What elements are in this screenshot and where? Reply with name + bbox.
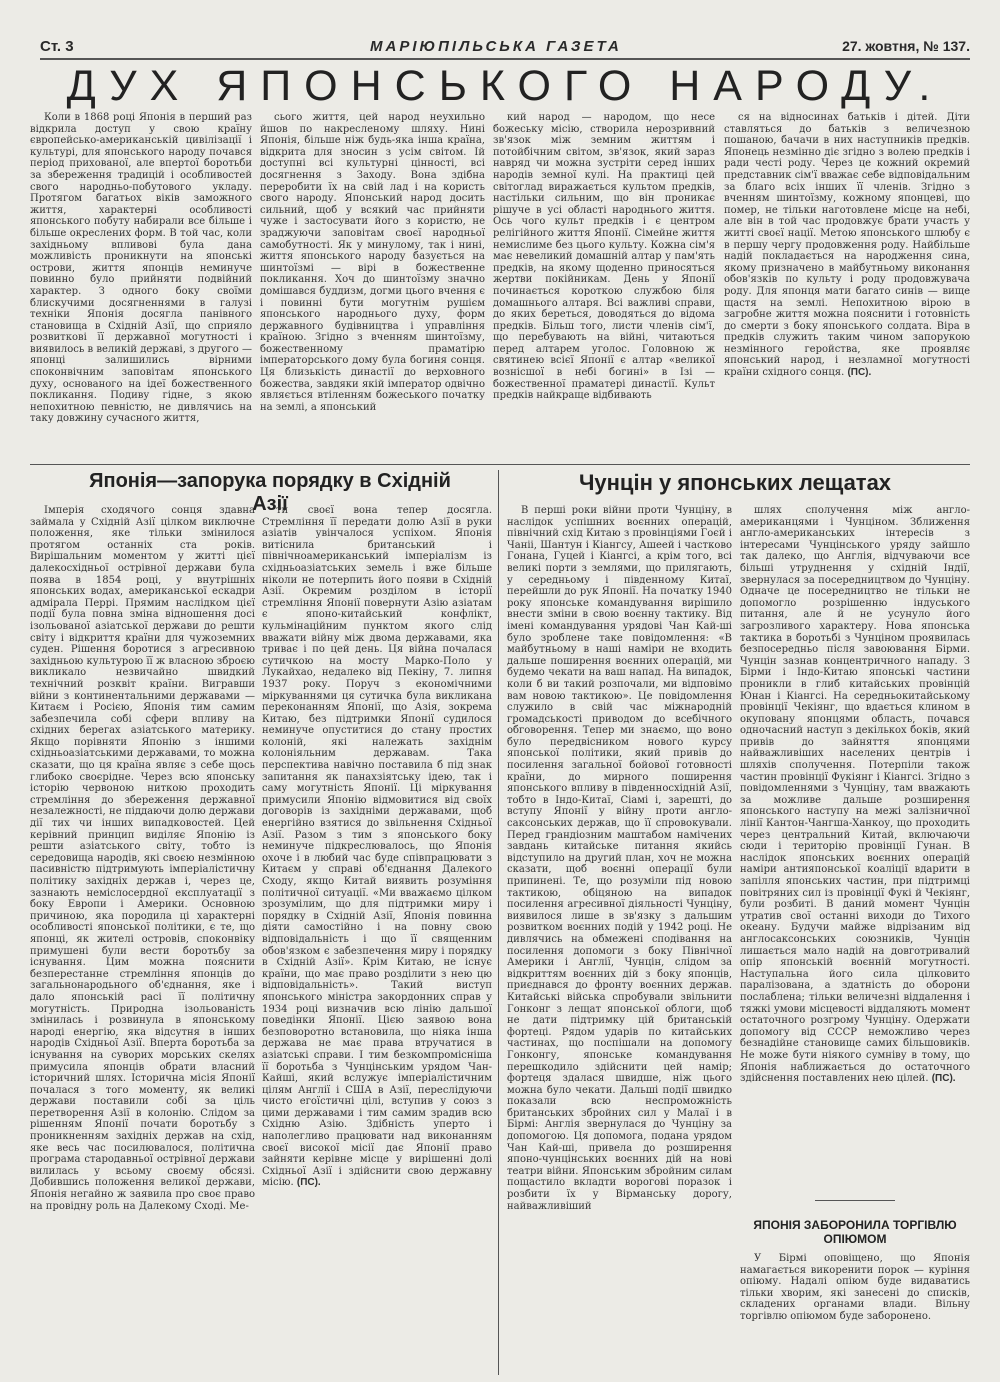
page-header	[40, 38, 970, 58]
main-headline: ДУХ ЯПОНСЬКОГО НАРОДУ.	[66, 62, 944, 110]
chungking-signature: (ПС).	[931, 1073, 956, 1085]
chungking-col2-text	[740, 505, 970, 1085]
chungking-article-col-1	[507, 505, 732, 1375]
page-number: Ст. 3	[40, 38, 74, 55]
asia-signature: (ПС).	[296, 1177, 321, 1189]
opium-note-text: У Бірмі оповіщено, що Японія намагається викоренити порок — куріння опіюму. Надалі опіюм буде видаватись тільки хворим, які занесені до списків, складених органами влади. Вільну торгівлю опіюмом буде заборонено.	[740, 1253, 970, 1322]
chungking-col2-body: шлях сполучення між англо-американцями і Чунціном. Зближення англо-американських інтересів з інтересами Чунцінського уряду зайшло так далеко, що Англія, відчуваючи все більші утруднення у східній Індії, звернулася за посередництвом до Чунціну. Одначе це посередництво не тільки не допомогло розрішенню індуського питання, але й не усунуло його загрозливого характеру. Нова японська тактика в боротьбі з Чунціном проявилась безпосередньо після завоювання Бірми. Чунцін зазнав концентричного нападу. З Бірми і Індо-Китаю японські частини проникли в глиб китайських провінцій Юнан і Кіангсі. На середньокитайському провінції Чекіянг, що вдається клином в окуповану японцями область, почався одночасний наступ з декількох боків, який привів до зайняття японцями найважливіших населених центрів і шляхів сполучення. Потерпіли також частин провінції Фукіянг і Кіангсі. Згідно з повідомленнями з Чунціну, там вважають за можливе дальше розширення японського наступу на межі залізничної лінії Кантон-Чангша-Ханкоу, що проходить через центральний Китай, включаючи сюди і територію провінції Гунан. В наслідок японських воєнних операцій наміри антияпонської коаліції вдарити в запілля японських частин, при підтримці повітряних сил із провінції Фукі й Чекіянг, були розбиті. В даний момент Чунцін утратив свої останні виходи до Тихого океану. Будучи майже відрізаним від англосаксонських союзників, Чунцін лишається мало надій на довготривалий опір японській воєнній могутності. Наступальна його сила цілковито паралізована, а здатність до оборони послаблена; тільки величезні віддалення і тяжкі умови місцевості віддаляють момент остаточного розгрому Чунціну. Одержати допомогу від СССР неможливо через безнадійне становище самих більшовиків. Не може бути ніякого сумніву в тому, що Японія наближається до остаточного здійснення поставлених нею цілей.	[740, 505, 970, 1085]
chungking-col1-text: В перші роки війни проти Чунціну, в наслідок успішних воєнних операцій, північний схід Китаю з провінціями Гоєй і Чаніі, Шантун і Кіангсу, Ашеей і частково Гонана, Гуцей і Кіангсі, а крім того, всі великі порти з землями, що прилягають, у середньому і південному Китаї, перейшли до рук Японії. На початку 1940 року японське командування вирішило внести зміни в свою воєнну тактику. Від імені командування урядові Чан Кай-ші було зроблене таке повідомлення: «В майбутньому в наші наміри не входить дальше поширення воєнних операцій, ми будемо чекати на ваш напад. На випадок, коли б ви такий розпочали, ми відповімо вам новою тактикою». Це повідомлення служило в свій час міжнародній громадськості приводом до всебічного обговорення. Тепер ми знаємо, що воно було передвісником нового курсу японської політики, який привів до посилення загальної бойової готовності країни, до мирного поширення японського впливу в південносхідній Азії, тобто в Індо-Китаї, Сіамі і, зарешті, до вступу Японії у війну проти англо-саксонських держав, що її спровокували. Перед грандіозним маштабом намічених завдань китайське питання якийсь відступило на другий план, хоч не можна сказати, щоб воєнні операції були припинені. Те, що розуміли під новою тактикою, обіцяною на випадок посилення агресивної діяльності Чунціну, виявилося лише в зв'язку з дальшим розвитком воєнних подій у 1942 році. Не дивлячись на обмежені сподівання на посилення допомоги з боку Північної Америки і Англії, Чунцін, слідом за відкриттям воєнних дій з боку японців, приєднався до фронту воєнних держав. Китайські війська спробували звільнити Гонконг з лещат японської облоги, щоб не дати підтримку цій британській фортеці. Рядом ударів по китайських частинах, що поспішали на допомогу Гонконгу, японське командування перешкодило здійснити цей намір; фортеця здалася швидше, ніж цього можна було чекати. Дальші події швидко показали всю неспроможність британських збройних сил у Малаї і в Бірмі: Англія звернулася до Чунціну за допомогою. Ця допомога, подана урядом Чан Кай-ші, привела до розширення японо-чунцінських воєнних дій на нові театри війни. Японським збройним силам пощастило вкладти ворогові поразок і розбити їх у Вірманську дорогу, найважливіший	[507, 505, 732, 1212]
newspaper-name: МАРІЮПІЛЬСЬКА ГАЗЕТА	[370, 38, 622, 55]
header-rule	[40, 58, 970, 60]
asia-col2-body: ти своєї вона тепер досягла. Стремління її передати долю Азії в руки азіатів увінчалося успіхом. Японія витіснила британський і північноамериканський імперіалізм із східньоазіатських земель і вже більше ніколи не потерпить його появи в Східній Азії. Окремим розділом в історії стремління Японії повернути Азію азіатам є японо-китайський конфлікт, кульмінаційним пунктом якого слід вважати війну між двома державами, яка триває і по цей день. Ця війна почалася сутичкою на мосту Марко-Поло у Лукайхао, недалеко від Пекіну, 7. липня 1937 року. Поруч з економічними міркуваннями ця сутичка була викликана переконанням Японії, що Азія, зокрема Китаю, без підтримки Японії судилося неминуче опуститися до стану простих колоній, які належать західнім колоніяльним державам. Така перспектива навічно поставила б під знак запитання як панахзіятську ідею, так і саму могутність Японії. Ці міркування примусили Японію відмовитися від своїх договорів із західніми державами, щоб енергійно взятися до звільнення Східньої Азії. Разом з тим з японського боку неминуче підкреслювалось, що Японія охоче і в любий час буде співпрацювати з Китаєм у справі об'єднання Далекого Сходу, якщо Китай виявить розуміння політичної ситуації. «Ми вважаємо цілком зрозумілим, що для підтримки миру і порядку в Східній Азії, Японія повинна діяти самостійно і на повну свою відповідальність і що її священним обов'язком є забезпечення миру і порядку в Східній Азії». Крім Китаю, не існує країни, що має право розділити з нею цю відповідальність». Такий виступ японського міністра закордонних справ у 1934 році визначив всю лінію дальшої поведінки Японії. Цією заявою вона безповоротно встановила, що ніяка інша держава не має права втручатися в азіатські справи. І тим безкомпромісніша її боротьба з Чунцінським урядом Чан-Кайші, який вслужує імперіалістичним цілям Англії і США в Азії, переслідуючи чисто егоїстичні цілі, вступив у союз з цими державами і тим самим зрадив всю Східню Азію. Здібність уперто і наполегливо працювати над виконанням своєї високої місії дає Японії право зайняти керівне місце у вирішенні долі Східньої Азії і здійснити свою державну місію.	[262, 505, 492, 1189]
asia-article-col-1	[30, 505, 255, 1375]
asia-article-title: Японія—запорука порядку в Східній Азії	[89, 470, 451, 515]
section-divider	[30, 464, 970, 465]
note-divider	[815, 1200, 895, 1201]
asia-article-col-2	[262, 505, 492, 1375]
main-article-col-1	[30, 112, 252, 462]
opium-note-col	[740, 1253, 970, 1373]
issue-date: 27. жовтня, № 137.	[842, 38, 970, 54]
main-article-col-3	[493, 112, 715, 462]
chungking-article-col-2	[740, 505, 970, 1190]
main-col1-text: Коли в 1868 році Японія в перший раз відкрила доступ у свою країну європейсько-американській цивілізації і культурі, для японського народу почався період прихованої, але впертої боротьби за збереження традицій і особливостей свого народньо-побутового укладу. Протягом багатьох віків заможного життя, характерні особливості японського побуту набирали все більше і більше окреслених форм. В той час, коли західньому впливові була дана можливість проникнути на японські острови, життя японців неминуче повинно було прийняти подвійний характер. З одного боку своїми блискучими досягненнями в галузі техніки Японія досягла панівного становища в Східній Азії, що сприяло розвиткові її державної могутності і виявилось в великій державі, з другого — японці залишились вірними споконвічним заповітам японського духу, основаного на ідеї божественного покликання. Подиву гідне, з якою непохитною певністю, не дивлячись на таку довжину сучасного життя,	[30, 112, 252, 425]
main-col4-body: ся на відносинах батьків і дітей. Діти ставляться до батьків з величезною пошаною, бачачи в них наступників предків. Японець незмінно діє згідно з волею предків і ради честі роду. Через це кожний окремий представник сім'ї вважає себе відповідальним за благо всіх інших її членів. Згідно з вченням шинтоїзму, кожному японцеві, що помер, не тільки наготовлене місце на небі, але він в той час продовжує брати участь у житті своєї нації. Метою японського шлюбу є в першу чергу продовження роду. Найбільше надій покладається на народження сина, якому призначено в майбутньому виконання обов'язків по культу і роду продовжувача роду. Для японця мати багато синів — вище щастя на землі. Непохитною вірою в загробне життя можна пояснити і готовність до смерти з боку японського солдата. Віра в предків служить таким чином запорукою незмінного геройства, яке проявляє японський народ, і незламної могутності країни східного сонця.	[724, 112, 970, 379]
main-article-col-4	[724, 112, 970, 462]
main-col3-text: кий народ — народом, що несе божеську місію, створила нерозривний зв'язок між земним життям і потойбічним світом, зв'язок, який зараз навряд чи можна зустріти серед інших народів земної кулі. На практиці цей світоглад виражається культом предків, настільки сильним, що він проникає рішуче в усі області народнього життя. Ось чого культ предків і є центром релігійного життя Японії. Сімейне життя немислиме без цього культу. Кожна сім'я має невеликий домашній алтар у пам'ять предків, на якому щоденно приносяться жертви покійникам. День у Японії починається короткою службою біля домашнього алтаря. Всі важливі справи, до яких береться, доводяться до відома предків. Більш того, листи членів сім'ї, що перебувають на війні, читаються перед алтарем уголос. Головною ж святинею всієї Японії є алтар «великої вознісшої в небі богині» в Ізі — божественної праматері династії. Культ предків найкраще відбивають	[493, 112, 715, 402]
column-divider	[498, 470, 499, 1375]
asia-col1-text: Імперія сходячого сонця здавна займала у Східній Азії цілком виключне положення, яке тільки змінилося протягом останніх ста років. Вирішальним моментом у житті цієї далекосхідньої острівної держави була поява в 1854 році, у внутрішніх японських водах, американської ескадри адмірала Перрі. Прямим наслідком цієї події була повна зміна відношення досі ізольованої азіатської держави до решти світу і відкриття країни для чужоземних суден. Рішення боротися з агресивною західньою культурою її ж власною зброєю викликало незвичайно швидкий технічний розквіт країни. Вигравши війни з континентальними державами — Китаєм і Росією, Японія тим самим забезпечила собі сфери впливу на східних берегах азіатського материку. Якщо порівняти Японію з іншими східньоазіатськими державами, то можна сказати, що ця країна являє з себе щось глибоко своєрідне. Через всю японську історію червоною ниткою проходить стремління до збереження державної незалежності, не піддаючи долю держави дії тих чи інших випадковостей. Цей керівний принцип виділяє Японію із решти азіатського світу, тобто із середовища народів, які своєю незмінною пасивністю підтримують імперіалістичну політику західніх держав і, через це, зазнають неміслосердної експлуатації з боку Европи і Америки. Основною причиною, яка породила ці характерні особливості японської політики, є те, що японці, як жителі островів, споконвіку примушені були вести боротьбу за існування. Цим можна пояснити безперестанне стремління японців до загальнонародьного об'єднання, яке і дало японській расі її політичну могутність. Природна ізольованість змінилась і розвинула в японському народі енергію, яка відсутня в інших народів Східньої Азії. Вперта боротьба за існування на суворих морських скелях примусила японців обрати власний історичний шлях. Історична місія Японії почалася з того моменту, як великі держави поставили собі за ціль перетворення Азії в колонію. Слідом за рішенням Японії почати боротьбу з проникненням західніх держав на схід, яке весь час посилювалося, політична програма стародавньої острівної держави вилилась у всьому своєму обсязі. Добившись положення великої держави, Японія негайно ж заявила про своє право на провідну роль на Далекому Сході. Ме-	[30, 505, 255, 1212]
main-col2-text: сього життя, цей народ неухильно йшов по накресленому шляху. Нині Японія, більше ніж будь-яка інша країна, відкрита для зносин з усім світом. Ій доступні всі культурні цінності, всі досягнення з Заходу. Вона здібна переробити їх на свій лад і на користь свого народу. Японський народ досить сильний, щоб у всякий час прийняти чуже і застосувати його з користю, не зраджуючи заповітам своєї народньої самобутності. Як у минулому, так і нині, життя японського народу базується на шинтоїзмі — вірі в божественне покликання. Хоч до шинтоїзму значно домішався буддизм, догми цього вчення є і повинні бути могутнім рушієм японського народнього духу, форм державного будівництва і управління країною. Згідно з вченням шинтоїзму, божественному праматірю імператорського дому була богиня сонця. Ця близькість династії до верховного божества, завдяки якій імператор одвічно являється втіленням божеського початку на землі, а японський	[260, 112, 485, 413]
main-signature: (ПС).	[847, 367, 872, 379]
main-col4-text	[724, 112, 970, 379]
chungking-article-title: Чунцін у японських лещатах	[578, 470, 892, 495]
opium-note-title: ЯПОНІЯ ЗАБОРОНИЛА ТОРГІВЛЮ ОПІЮМОМ	[753, 1218, 957, 1246]
asia-col2-text	[262, 505, 492, 1189]
main-article-col-2	[260, 112, 485, 462]
